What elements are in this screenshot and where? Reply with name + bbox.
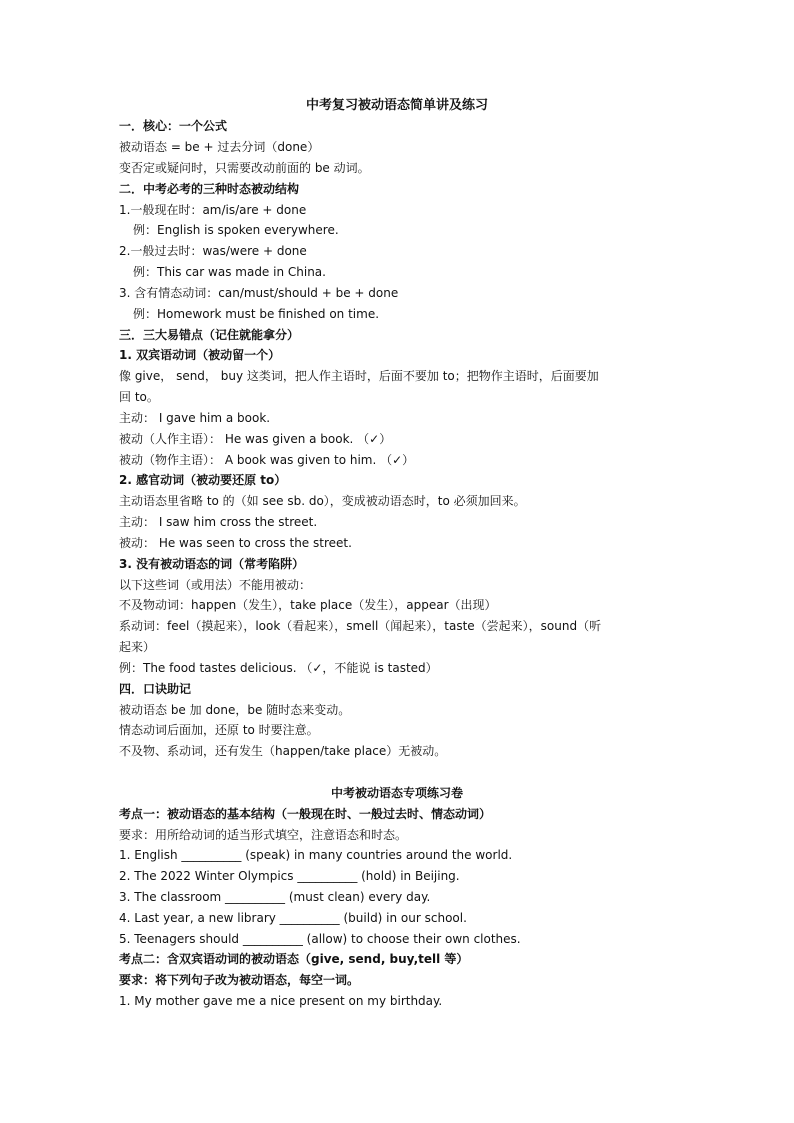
tense-heading: 3. 含有情态动词：can/must/should + be + done — [119, 286, 399, 300]
exercise-instruction: 要求：用所给动词的适当形式填空，注意语态和时态。 — [119, 828, 408, 842]
exercise-instruction: 要求：将下列句子改为被动语态，每空一词。 — [119, 973, 360, 987]
exercise-item: 5. Teenagers should __________ (allow) to choose their own clothes. — [119, 932, 521, 946]
formula-line: 被动语态 = be + 过去分词（done） — [119, 140, 320, 154]
subheading: 3. 没有被动语态的词（常考陷阱） — [119, 557, 305, 571]
example-line: 被动（物作主语）： A book was given to him. （✓） — [119, 453, 415, 467]
exercise-point-heading: 考点一：被动语态的基本结构（一般现在时、一般过去时、情态动词） — [119, 807, 492, 821]
subheading: 1. 双宾语动词（被动留一个） — [119, 348, 281, 362]
text-line: 以下这些词（或用法）不能用被动： — [119, 578, 312, 592]
text-line: 回 to。 — [119, 390, 159, 404]
mnemonic-line: 不及物、系动词，还有发生（happen/take place）无被动。 — [119, 744, 447, 758]
mnemonic-line: 情态动词后面加，还原 to 时要注意。 — [119, 723, 319, 737]
example-line: 例：The food tastes delicious. （✓，不能说 is tasted） — [119, 661, 438, 675]
exercise-title: 中考被动语态专项练习卷 — [330, 786, 463, 800]
text-line: 变否定或疑问时，只需要改动前面的 be 动词。 — [119, 161, 370, 175]
example-line: 主动： I gave him a book. — [119, 411, 271, 425]
example-line: 例：This car was made in China. — [133, 265, 326, 279]
exercise-item: 1. English __________ (speak) in many countries around the world. — [119, 848, 513, 862]
section-heading-mnemonic: 四．口诀助记 — [119, 682, 192, 696]
exercise-item: 3. The classroom __________ (must clean) every day. — [119, 890, 431, 904]
exercise-item: 4. Last year, a new library __________ (build) in our school. — [119, 911, 467, 925]
example-line: 例：Homework must be finished on time. — [133, 307, 380, 321]
example-line: 被动（人作主语）： He was given a book. （✓） — [119, 432, 392, 446]
mnemonic-line: 被动语态 be 加 done，be 随时态来变动。 — [119, 703, 351, 717]
example-line: 主动： I saw him cross the street. — [119, 515, 318, 529]
tense-heading: 1.一般现在时：am/is/are + done — [119, 203, 307, 217]
section-heading-tenses: 二．中考必考的三种时态被动结构 — [119, 182, 300, 196]
text-line: 系动词：feel（摸起来），look（看起来），smell（闻起来），taste（尝起来），sound（听 — [119, 619, 602, 633]
exercise-item: 2. The 2022 Winter Olympics __________ (hold) in Beijing. — [119, 869, 460, 883]
section-heading-core: 一．核心：一个公式 — [119, 119, 228, 133]
text-line: 不及物动词：happen（发生），take place（发生），appear（出现） — [119, 598, 497, 612]
text-line: 主动语态里省略 to 的（如 see sb. do），变成被动语态时，to 必须加回来。 — [119, 494, 526, 508]
example-line: 被动： He was seen to cross the street. — [119, 536, 352, 550]
exercise-item: 1. My mother gave me a nice present on my birthday. — [119, 994, 443, 1008]
example-line: 例：English is spoken everywhere. — [133, 223, 339, 237]
section-heading-pitfalls: 三．三大易错点（记住就能拿分） — [119, 328, 300, 342]
subheading: 2. 感官动词（被动要还原 to） — [119, 473, 287, 487]
document-title: 中考复习被动语态简单讲及练习 — [305, 98, 488, 113]
tense-heading: 2.一般过去时：was/were + done — [119, 244, 307, 258]
text-line: 起来） — [119, 640, 156, 654]
text-line: 像 give， send， buy 这类词，把人作主语时，后面不要加 to；把物作主语时，后面要加 — [119, 369, 599, 383]
exercise-point-heading: 考点二：含双宾语动词的被动语态（give, send, buy,tell 等） — [119, 952, 469, 966]
